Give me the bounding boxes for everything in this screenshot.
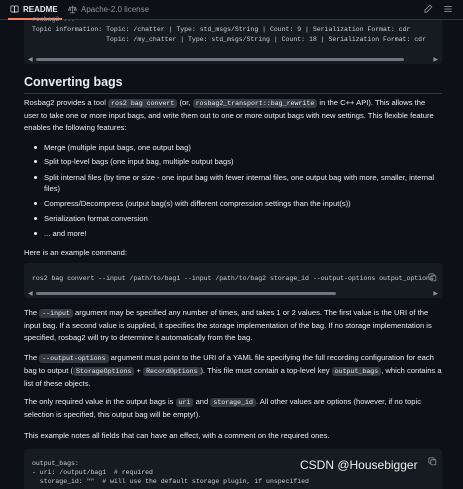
code-line: ros2 bag convert --input /path/to/bag1 --input /path/to/bag2 storage_id --output-options output_options: [32, 275, 434, 282]
tab-readme[interactable]: [10, 5, 58, 14]
text: argument must point to the URI of a YAML file specifying the full recording configuration for each bag to output (: [24, 353, 434, 375]
horizontal-scrollbar[interactable]: [28, 290, 438, 296]
text: The only required value in the output bags is: [24, 397, 174, 406]
text: The: [24, 353, 38, 362]
tab-license[interactable]: [68, 5, 149, 14]
scrollbar-thumb[interactable]: [36, 58, 404, 61]
inline-code: output_bags: [332, 367, 382, 376]
code-line: - uri: /output/bag1 # required: [32, 469, 153, 476]
text: . All other values are options (however, if no topic selection is specified, this output bag will be empty!).: [24, 397, 421, 419]
input-argument-paragraph: [24, 307, 442, 344]
bullet: [34, 176, 37, 179]
scrollbar-thumb[interactable]: [36, 292, 336, 295]
text: The: [24, 308, 38, 317]
text: (or,: [179, 98, 191, 107]
text: in the C++ API). This allows the user to take one or more input bags, and write them out to one or more output bags with new settings. This flexible feature enables the following features:: [24, 98, 434, 132]
scroll-right-icon[interactable]: ▶: [433, 291, 438, 297]
required-values-paragraph: [24, 396, 442, 421]
inline-code: RecordOptions: [143, 367, 200, 376]
list-item-text: Split top-level bags (one input bag, multiple output bags): [44, 157, 234, 166]
scroll-right-icon[interactable]: ▶: [433, 57, 438, 63]
inline-code: --output-options: [39, 354, 108, 363]
topic-info-code-block: [24, 16, 442, 64]
intro-paragraph: [24, 97, 442, 134]
notes-paragraph: This example notes all fields that can have an effect, with a comment on the required ones.: [24, 431, 330, 440]
list-item-text: ... and more!: [44, 229, 87, 238]
bullet: [34, 217, 37, 220]
book-icon: [10, 5, 19, 14]
pencil-icon[interactable]: [423, 4, 433, 14]
list-item-text: Compress/Decompress (output bag(s) with different compression settings than the input(s)): [44, 199, 351, 208]
inline-code: uri: [176, 398, 194, 407]
bullet: [34, 202, 37, 205]
code-line: Topic: /my_chatter | Type: std_msgs/String | Count: 18 | Serialization Format: cdr: [32, 36, 426, 43]
code-line: storage_id: "" # will use the default storage plugin, if unspecified: [32, 478, 309, 485]
bullet: [34, 146, 37, 149]
code-line: output_bags:: [32, 460, 79, 467]
tab-license-label: Apache-2.0 license: [81, 5, 150, 14]
inline-code: storage_id: [210, 398, 256, 407]
heading-divider: [24, 93, 442, 94]
text: +: [136, 366, 141, 375]
list-item-text: Serialization format conversion: [44, 214, 148, 223]
scroll-left-icon[interactable]: ◀: [28, 291, 33, 297]
code-line: Topic information: Topic: /chatter | Type: std_msgs/String | Count: 9 | Serialization Format: cdr: [32, 26, 411, 33]
list-item-text: Merge (multiple input bags, one output bag): [44, 143, 191, 152]
output-options-paragraph: [24, 352, 442, 390]
example-label: Here is an example command:: [24, 248, 127, 257]
code-line: rosbag2 ...: [32, 16, 75, 23]
text: and: [195, 397, 209, 406]
example-command-code-block: [24, 263, 442, 298]
text: argument may be specified any number of times, and takes 1 or 2 values. The first value is the URI of the input bag. If a second value is supplied, it specifies the storage implementation of the bag. If no storage implementation is specified, rosbag2 will try to determine it automatically from the bag.: [24, 308, 432, 342]
text: , which contains a list of these objects.: [24, 366, 442, 388]
section-heading: Converting bags: [24, 75, 123, 89]
law-icon: [68, 5, 77, 14]
tab-readme-label: README: [23, 5, 58, 14]
bullet: [34, 160, 37, 163]
text: ). This file must contain a top-level key: [200, 366, 330, 375]
horizontal-scrollbar[interactable]: [28, 56, 438, 62]
list-item-text: Split internal files (by time or size - one input bag with fewer internal files, one output bag with more, smaller, internal files): [44, 173, 435, 193]
inline-code: rosbag2_transport::bag_rewrite: [193, 99, 318, 108]
scroll-left-icon[interactable]: ◀: [28, 57, 33, 63]
copy-icon[interactable]: [428, 273, 437, 282]
copy-icon[interactable]: [428, 457, 437, 466]
list-icon[interactable]: [443, 4, 453, 14]
text: Rosbag2 provides a tool: [24, 98, 106, 107]
inline-code: ros2 bag convert: [108, 99, 177, 108]
inline-code: --input: [39, 309, 73, 318]
bullet: [34, 232, 37, 235]
inline-code: StorageOptions: [73, 367, 134, 376]
csdn-watermark: CSDN @Housebigger: [300, 458, 418, 472]
